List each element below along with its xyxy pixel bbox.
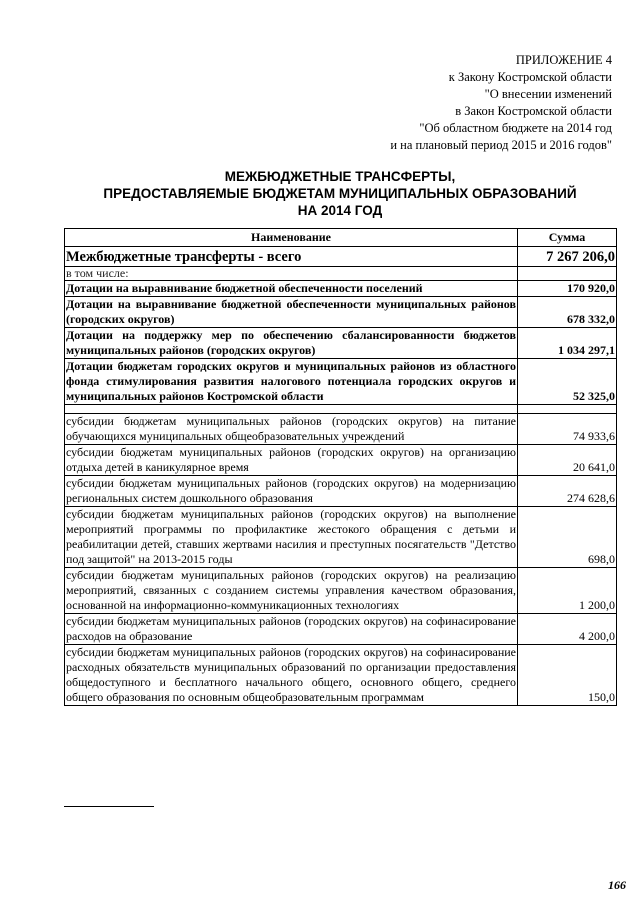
row-sum: 20 641,0 xyxy=(518,445,617,476)
table-row xyxy=(65,359,617,405)
appendix-header xyxy=(390,52,612,154)
table-row xyxy=(65,614,617,645)
empty-cell xyxy=(518,405,617,414)
row-sum: 4 200,0 xyxy=(518,614,617,645)
total-row xyxy=(65,247,617,267)
note-row xyxy=(65,267,617,281)
table-header-row xyxy=(65,229,617,247)
footnote-divider xyxy=(64,806,154,807)
title-line: МЕЖБЮДЖЕТНЫЕ ТРАНСФЕРТЫ, xyxy=(224,169,456,184)
appendix-line: "О внесении изменений xyxy=(484,87,612,101)
appendix-line: в Закон Костромской области xyxy=(455,104,612,118)
row-name: субсидии бюджетам муниципальных районов (городских округов) на софинасирование расходных обязательств муниципальных образований по организации предоставления общедоступного и бесплатного начального общего, основного общего, среднего общего образования по основным общеобразовательным программам xyxy=(66,645,516,704)
row-name: Дотации на поддержку мер по обеспечению сбалансированности бюджетов муниципальных районов (городских округов) xyxy=(66,328,516,357)
row-sum: 274 628,6 xyxy=(518,476,617,507)
table-row xyxy=(65,476,617,507)
document-title xyxy=(40,168,640,219)
row-name: Дотации на выравнивание бюджетной обеспеченности муниципальных районов (городских округов) xyxy=(66,297,516,326)
title-line: ПРЕДОСТАВЛЯЕМЫЕ БЮДЖЕТАМ МУНИЦИПАЛЬНЫХ ОБРАЗОВАНИЙ xyxy=(103,186,577,201)
empty-cell xyxy=(518,267,617,281)
row-sum: 170 920,0 xyxy=(518,281,617,297)
total-sum: 7 267 206,0 xyxy=(518,247,617,267)
table-row xyxy=(65,281,617,297)
row-name: субсидии бюджетам муниципальных районов (городских округов) на софинасирование расходов на образование xyxy=(66,614,516,643)
table-row xyxy=(65,297,617,328)
title-line: НА 2014 ГОД xyxy=(297,203,383,218)
including-note: в том числе: xyxy=(65,267,518,281)
row-sum: 1 034 297,1 xyxy=(518,328,617,359)
page-number: 166 xyxy=(608,878,626,892)
spacer-row xyxy=(65,405,617,414)
row-name: субсидии бюджетам муниципальных районов (городских округов) на организацию отдыха детей в каникулярное время xyxy=(66,445,516,474)
table-row xyxy=(65,445,617,476)
table-row xyxy=(65,568,617,614)
row-name: Дотации на выравнивание бюджетной обеспеченности поселений xyxy=(65,281,518,297)
row-sum: 150,0 xyxy=(518,645,617,706)
total-name: Межбюджетные трансферты - всего xyxy=(65,247,518,267)
row-sum: 698,0 xyxy=(518,507,617,568)
row-name: субсидии бюджетам муниципальных районов (городских округов) на реализацию мероприятий, связанных с созданием системы управления качеством образования, основанной на информационно-коммуникационных технологиях xyxy=(66,568,516,612)
column-header-name: Наименование xyxy=(65,229,518,247)
row-sum: 678 332,0 xyxy=(518,297,617,328)
appendix-line: и на плановый период 2015 и 2016 годов" xyxy=(390,138,612,152)
column-header-sum: Сумма xyxy=(518,229,617,247)
empty-cell xyxy=(65,405,518,414)
transfers-table xyxy=(64,228,617,706)
row-name: Дотации бюджетам городских округов и муниципальных районов из областного фонда стимулирования развития налогового потенциала городских округов и муниципальных районов Костромской области xyxy=(66,359,516,403)
table-row xyxy=(65,507,617,568)
table-row xyxy=(65,414,617,445)
row-sum: 74 933,6 xyxy=(518,414,617,445)
row-sum: 52 325,0 xyxy=(518,359,617,405)
appendix-line: к Закону Костромской области xyxy=(448,70,612,84)
table-row xyxy=(65,645,617,706)
row-name: субсидии бюджетам муниципальных районов (городских округов) на выполнение мероприятий программы по профилактике жестокого обращения с детьми и реабилитации детей, ставших жертвами насилия и преступных посягательств "Детство под защитой" на 2013-2015 годы xyxy=(66,507,516,566)
row-name: субсидии бюджетам муниципальных районов (городских округов) на модернизацию региональных систем дошкольного образования xyxy=(66,476,516,505)
appendix-line: ПРИЛОЖЕНИЕ 4 xyxy=(515,53,612,67)
row-sum: 1 200,0 xyxy=(518,568,617,614)
row-name: субсидии бюджетам муниципальных районов (городских округов) на питание обучающихся муниципальных общеобразовательных учреждений xyxy=(66,414,516,443)
appendix-line: "Об областном бюджете на 2014 год xyxy=(419,121,612,135)
table-row xyxy=(65,328,617,359)
